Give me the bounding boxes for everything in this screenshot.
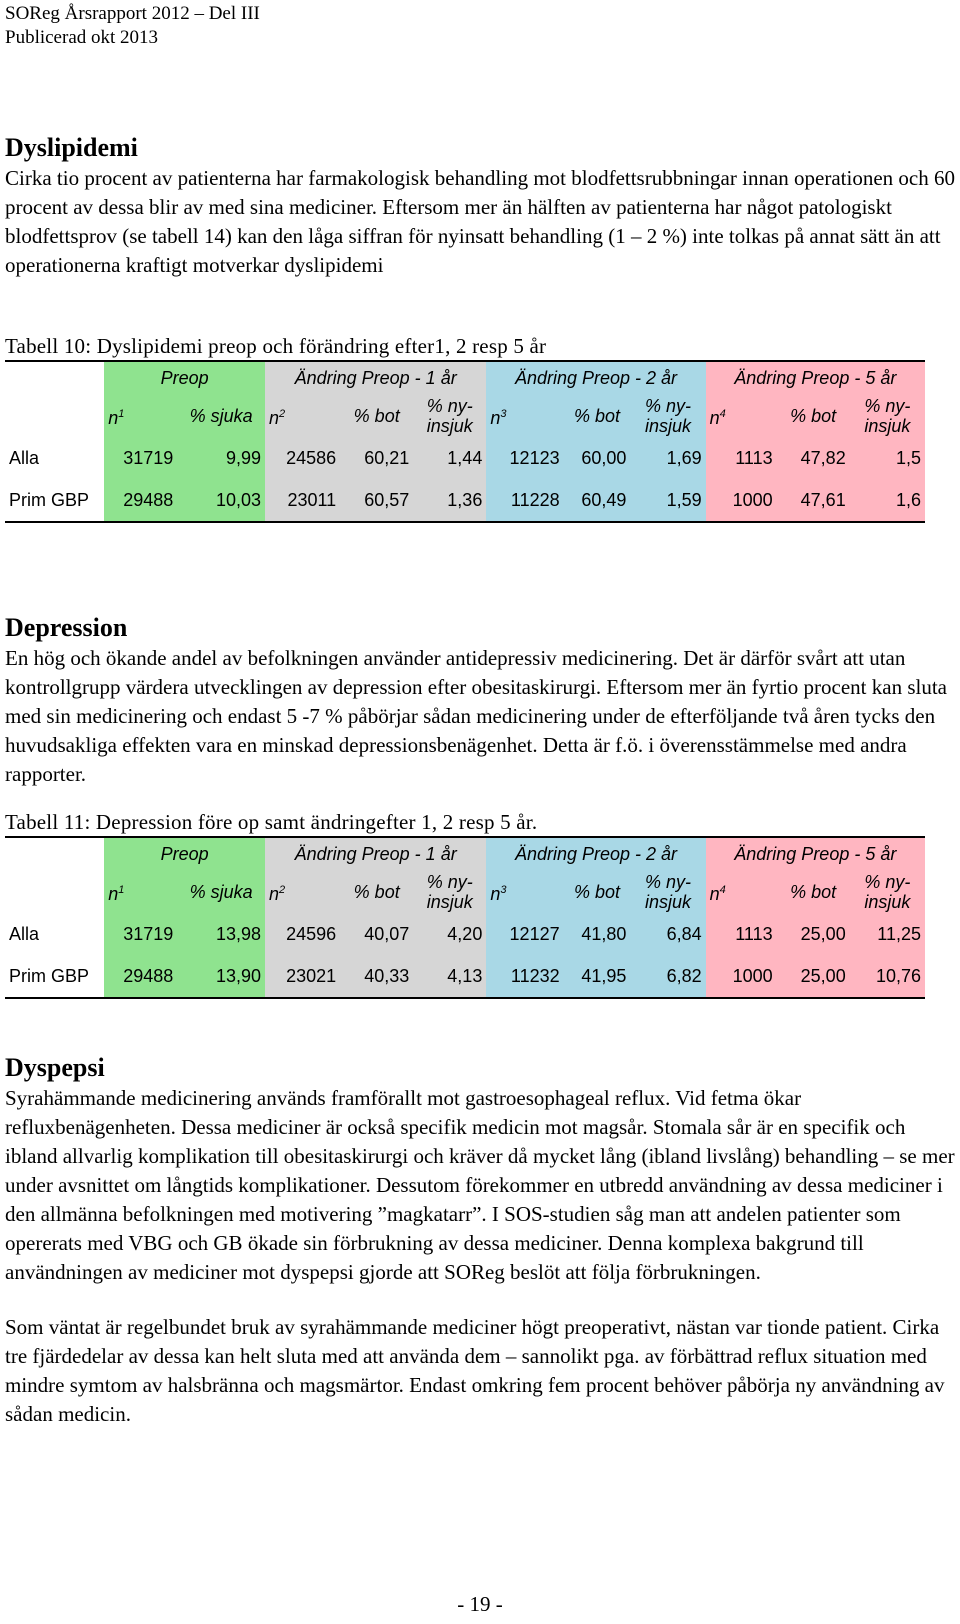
table-11 [5,836,925,999]
paragraph-depression: En hög och ökande andel av befolkningen använder antidepressiv medicinering. Det är därför svårt att utan kontrollgrupp värdera utvecklingen av depression efter obesitaskirurgi. Eftersom mer än fyrtio procent kan sluta med sin medicinering och endast 5 -7 % påbörjar sådan medicinering under de efterföljande två åren tycks den huvudsakliga effekten vara en minskad depressionsbenägenhet. Detta är f.ö. i överensstämmelse med andra rapporter. [5,646,947,786]
group-change-5y: Ändring Preop - 5 år [706,837,925,871]
table-cell: 1000 [706,955,777,998]
report-title: SOReg Årsrapport 2012 – Del III [5,3,260,24]
col-n2: $n^2$ [265,395,340,437]
row-label: Alla [5,913,104,955]
table10-caption: Tabell 10: Dyslipidemi preop och förändring efter1, 2 resp 5 år [5,334,547,358]
col-sjuka: % sjuka [177,871,265,913]
table-10 [5,360,925,523]
col-nyinsjuk: % ny-insjuk [413,871,486,913]
table-cell: 25,00 [777,955,850,998]
paragraph-dyspepsi-2: Som väntat är regelbundet bruk av syrahämmande mediciner högt preoperativt, nästan var tionde patient. Cirka tre fjärdedelar av dessa kan helt sluta med att använda dem – sannolikt pga. av förbättrad reflux situation med mindre symtom av halsbränna och magsmärtor. Endast omkring fem procent behöver påbörja ny användning av sådan medicin. [5,1315,945,1426]
col-nyinsjuk: % ny-insjuk [850,395,925,437]
row-label: Prim GBP [5,955,104,998]
section-dyspepsi [5,1052,955,1429]
table-cell: 25,00 [777,913,850,955]
table-cell: 60,57 [340,479,413,522]
table-cell: 10,03 [177,479,265,522]
section-dyslipidemi [5,132,955,280]
paragraph-dyspepsi-1: Syrahämmande medicinering används framförallt mot gastroesophageal reflux. Vid fetma ökar refluxbenägenheten. Dessa mediciner är också specifik medicin mot magsår. Stomala sår är en specifik och ibland allvarlig komplikation till obesitaskirurgi och kräver då mycket lång (ibland livslång) behandling – se mer under avsnittet om långtids komplikationer. Dessutom förekommer en utbredd användning av dessa mediciner i den allmänna befolkningen med motivering ”magkatarr”. I SOS-studien såg man att andelen patienter som opererats med VBG och GB ökade sin förbrukning av dessa mediciner. Denna komplexa bakgrund till användningen av mediciner mot dyspepsi gjorde att SOReg beslöt att följa förbrukningen. [5,1086,955,1284]
table-cell: 31719 [104,913,177,955]
table-cell: 47,82 [777,437,850,479]
table-cell: 47,61 [777,479,850,522]
page-number: - 19 - [457,1592,503,1616]
table-cell: 1,59 [630,479,705,522]
group-change-2y: Ändring Preop - 2 år [486,837,705,871]
table-cell: 4,13 [413,955,486,998]
table-cell: 13,98 [177,913,265,955]
group-change-2y: Ändring Preop - 2 år [486,361,705,395]
row-label: Alla [5,437,104,479]
table-cell: 1,44 [413,437,486,479]
table-cell: 1113 [706,437,777,479]
col-nyinsjuk: % ny-insjuk [630,395,705,437]
table-cell: 1,69 [630,437,705,479]
table-group-row [5,361,925,395]
col-n2: $n^2$ [265,871,340,913]
table-subheader-row [5,395,925,437]
col-sjuka: % sjuka [177,395,265,437]
paragraph-dyslipidemi: Cirka tio procent av patienterna har farmakologisk behandling mot blodfettsrubbningar innan operationen och 60 procent av dessa blir av med sina mediciner. Eftersom mer än hälften av patienterna har något patologiskt blodfettsprov (se tabell 14) kan den låga siffran för nyinsatt behandling (1 – 2 %) inte tolkas på annat sätt än att operationerna kraftigt motverkar dyslipidemi [5,166,955,277]
col-nyinsjuk: % ny-insjuk [630,871,705,913]
col-bot: % bot [564,395,631,437]
table-cell: 9,99 [177,437,265,479]
section-depression [5,612,955,789]
table-cell: 23011 [265,479,340,522]
table11-caption: Tabell 11: Depression före op samt ändringefter 1, 2 resp 5 år. [5,810,538,834]
table-cell: 10,76 [850,955,925,998]
col-n3: $n^3$ [486,871,563,913]
page-header [5,2,260,50]
table-cell: 6,82 [630,955,705,998]
group-change-1y: Ändring Preop - 1 år [265,837,486,871]
table-cell: 29488 [104,955,177,998]
col-n4: $n^4$ [706,871,777,913]
table-cell: 1,6 [850,479,925,522]
col-bot: % bot [340,395,413,437]
table-row [5,913,925,955]
table-cell: 13,90 [177,955,265,998]
table-cell: 60,00 [564,437,631,479]
heading-dyspepsi: Dyspepsi [5,1053,105,1082]
table-cell: 11228 [486,479,563,522]
group-change-1y: Ändring Preop - 1 år [265,361,486,395]
row-label: Prim GBP [5,479,104,522]
col-nyinsjuk: % ny-insjuk [850,871,925,913]
table-cell: 1,36 [413,479,486,522]
publish-date: Publicerad okt 2013 [5,27,159,48]
table-cell: 11,25 [850,913,925,955]
col-bot: % bot [340,871,413,913]
table-cell: 60,49 [564,479,631,522]
table-subheader-row [5,871,925,913]
table-cell: 41,80 [564,913,631,955]
col-bot: % bot [777,395,850,437]
table-cell: 1000 [706,479,777,522]
group-preop: Preop [104,361,265,395]
col-n4: $n^4$ [706,395,777,437]
table-row [5,479,925,522]
table-cell: 41,95 [564,955,631,998]
table-cell: 40,33 [340,955,413,998]
table-cell: 23021 [265,955,340,998]
heading-dyslipidemi: Dyslipidemi [5,133,138,162]
table-row [5,437,925,479]
table-cell: 29488 [104,479,177,522]
table-cell: 60,21 [340,437,413,479]
table-cell: 24586 [265,437,340,479]
table-cell: 1,5 [850,437,925,479]
col-n1: $n^1$ [104,395,177,437]
table-cell: 6,84 [630,913,705,955]
table-cell: 12123 [486,437,563,479]
table-row [5,955,925,998]
group-preop: Preop [104,837,265,871]
table-cell: 31719 [104,437,177,479]
heading-depression: Depression [5,613,128,642]
group-change-5y: Ändring Preop - 5 år [706,361,925,395]
col-nyinsjuk: % ny-insjuk [413,395,486,437]
col-bot: % bot [777,871,850,913]
table-cell: 11232 [486,955,563,998]
col-n3: $n^3$ [486,395,563,437]
table-cell: 12127 [486,913,563,955]
table-cell: 4,20 [413,913,486,955]
table-group-row [5,837,925,871]
table-cell: 40,07 [340,913,413,955]
col-bot: % bot [564,871,631,913]
col-n1: $n^1$ [104,871,177,913]
table-cell: 24596 [265,913,340,955]
table-cell: 1113 [706,913,777,955]
